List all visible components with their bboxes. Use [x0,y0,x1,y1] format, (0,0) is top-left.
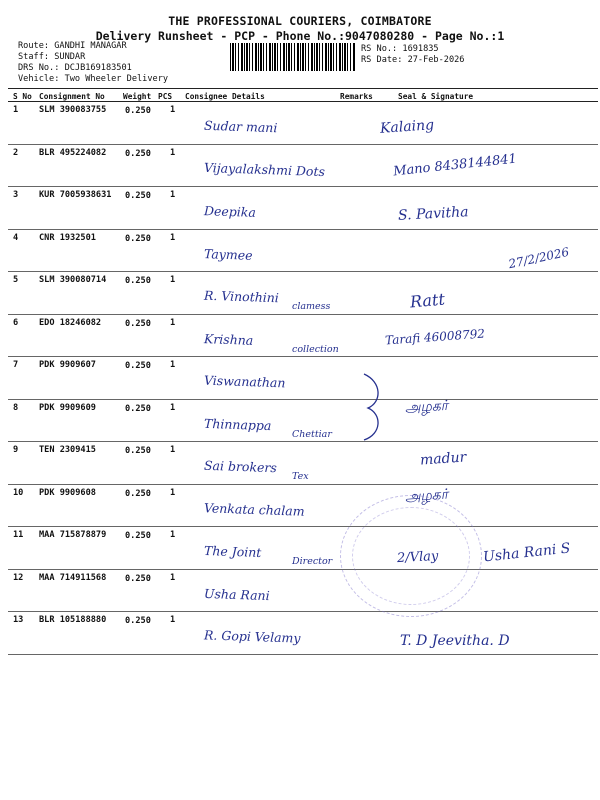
row-consignee: Sai brokers [203,457,278,476]
row-divider [8,569,598,570]
row-consignment-no: BLR 105188880 [39,615,107,625]
row-signature: S. Pavitha [397,204,469,224]
row-consignment-no: BLR 495224082 [39,147,107,158]
row-divider [8,186,598,187]
column-header-seal: Seal & Signature [398,92,474,101]
row-weight: 0.250 [125,573,151,584]
row-weight: 0.250 [125,488,151,499]
row-divider [8,144,598,145]
row-pcs: 1 [170,147,176,158]
row-weight: 0.250 [125,191,151,201]
row-weight: 0.250 [125,106,151,116]
row-pcs: 1 [170,445,176,455]
row-sno: 11 [13,530,24,540]
row-pcs: 1 [170,360,176,370]
header-top-rule [8,88,598,89]
row-consignee-extra: Director [292,556,333,567]
route-field: Route: GANDHI MANAGAR [18,41,127,51]
row-pcs: 1 [170,530,176,540]
row-pcs: 1 [170,105,176,115]
row-signature: Usha Rani S [482,539,572,566]
row-divider [8,441,598,442]
row-pcs: 1 [170,190,176,200]
row-consignment-no: KUR 7005938631 [39,190,112,200]
row-signature: madur [419,449,467,469]
handwritten-bracket [360,372,390,442]
row-consignee: R. Gopi Velamy [203,627,301,646]
row-divider [8,484,598,485]
row-divider [8,356,598,357]
row-consignment-no: PDK 9909609 [39,402,96,413]
row-sno: 2 [13,147,19,158]
row-sno: 7 [13,360,19,370]
row-sno: 9 [13,445,19,455]
row-pcs: 1 [170,402,176,413]
row-consignment-no: TEN 2309415 [39,445,96,455]
row-divider [8,526,598,527]
row-divider [8,654,598,655]
row-pcs: 1 [170,275,176,285]
row-signature: Tarafi 46008792 [384,326,486,347]
column-header-sno: S No [13,92,32,101]
column-header-weight: Weight [123,92,152,101]
row-consignee: Venkata chalam [203,499,305,519]
row-sno: 1 [13,105,19,115]
row-weight: 0.250 [125,361,151,371]
row-divider [8,271,598,272]
row-sno: 8 [13,402,19,413]
row-sno: 10 [13,487,24,498]
row-divider [8,399,598,400]
row-consignee: Deepika [203,203,257,220]
rs-date-field: RS Date: 27-Feb-2026 [361,55,465,65]
row-signature: அழகர் [404,397,449,416]
row-consignee: Sudar mani [203,117,278,136]
document-subtitle: Delivery Runsheet - PCP - Phone No.:9047080280 - Page No.:1 [95,29,505,43]
row-consignee: Taymee [203,245,253,263]
row-weight: 0.250 [125,403,151,414]
row-consignment-no: CNR 1932501 [39,232,96,243]
row-consignment-no: PDK 9909607 [39,360,96,370]
row-weight: 0.250 [125,616,151,626]
row-consignee: Usha Rani [203,585,270,603]
row-weight: 0.250 [125,446,151,456]
row-consignment-no: EDO 18246082 [39,317,102,328]
row-weight: 0.250 [125,531,151,541]
row-sno: 4 [13,232,19,243]
row-divider [8,611,598,612]
row-signature: T. D Jeevitha. D [400,633,510,649]
row-consignment-no: MAA 714911568 [39,572,107,583]
column-header-consignee: Consignee Details [185,92,265,101]
row-consignment-no: SLM 390080714 [39,275,107,285]
row-consignee-extra: Tex [292,471,309,482]
row-consignment-no: MAA 715878879 [39,530,107,540]
row-pcs: 1 [170,572,176,583]
vehicle-field: Vehicle: Two Wheeler Delivery [18,74,169,84]
column-header-consignment: Consignment No [39,92,105,101]
row-pcs: 1 [170,615,176,625]
row-pcs: 1 [170,317,176,328]
row-consignment-no: PDK 9909608 [39,487,96,498]
row-sno: 5 [13,275,19,285]
row-consignee: The Joint [203,543,262,560]
rs-number-field: RS No.: 1691835 [361,44,439,54]
row-divider [8,314,598,315]
column-header-remarks: Remarks [340,92,373,101]
header-bottom-rule [8,101,598,102]
drs-number-field: DRS No.: DCJB169183501 [18,63,132,73]
row-pcs: 1 [170,232,176,243]
row-consignee-extra: Chettiar [292,428,332,440]
row-pcs: 1 [170,487,176,498]
row-consignee: Viswanathan [203,372,286,391]
row-divider [8,229,598,230]
row-consignee-extra: collection [292,343,339,355]
column-header-pcs: PCS [158,92,173,101]
row-consignee: Krishna [203,330,254,348]
row-sno: 6 [13,317,19,328]
row-weight: 0.250 [125,276,151,286]
row-weight: 0.250 [125,148,151,159]
office-seal-stamp-inner [352,507,470,605]
row-weight: 0.250 [125,233,151,244]
barcode [230,43,356,71]
row-sno: 13 [13,615,24,625]
row-weight: 0.250 [125,318,151,329]
row-signature: Kalaing [379,117,435,137]
row-consignee: R. Vinothini [203,287,280,306]
row-signature: அழகர் [404,486,449,505]
row-signature: 27/2/2026 [507,244,571,271]
row-consignee-extra: clamess [292,301,331,312]
staff-field: Staff: SUNDAR [18,52,86,62]
document-title: THE PROFESSIONAL COURIERS, COIMBATORE [168,14,432,28]
row-signature: Ratt [409,289,446,312]
row-consignee: Thinnappa [203,415,272,433]
row-sno: 12 [13,572,24,583]
row-signature: Mano 8438144841 [392,151,518,179]
row-sno: 3 [13,190,19,200]
row-consignee: Vijayalakshmi Dots [203,159,326,179]
row-signature: 2/Vlay [396,548,439,567]
row-consignment-no: SLM 390083755 [39,105,107,115]
